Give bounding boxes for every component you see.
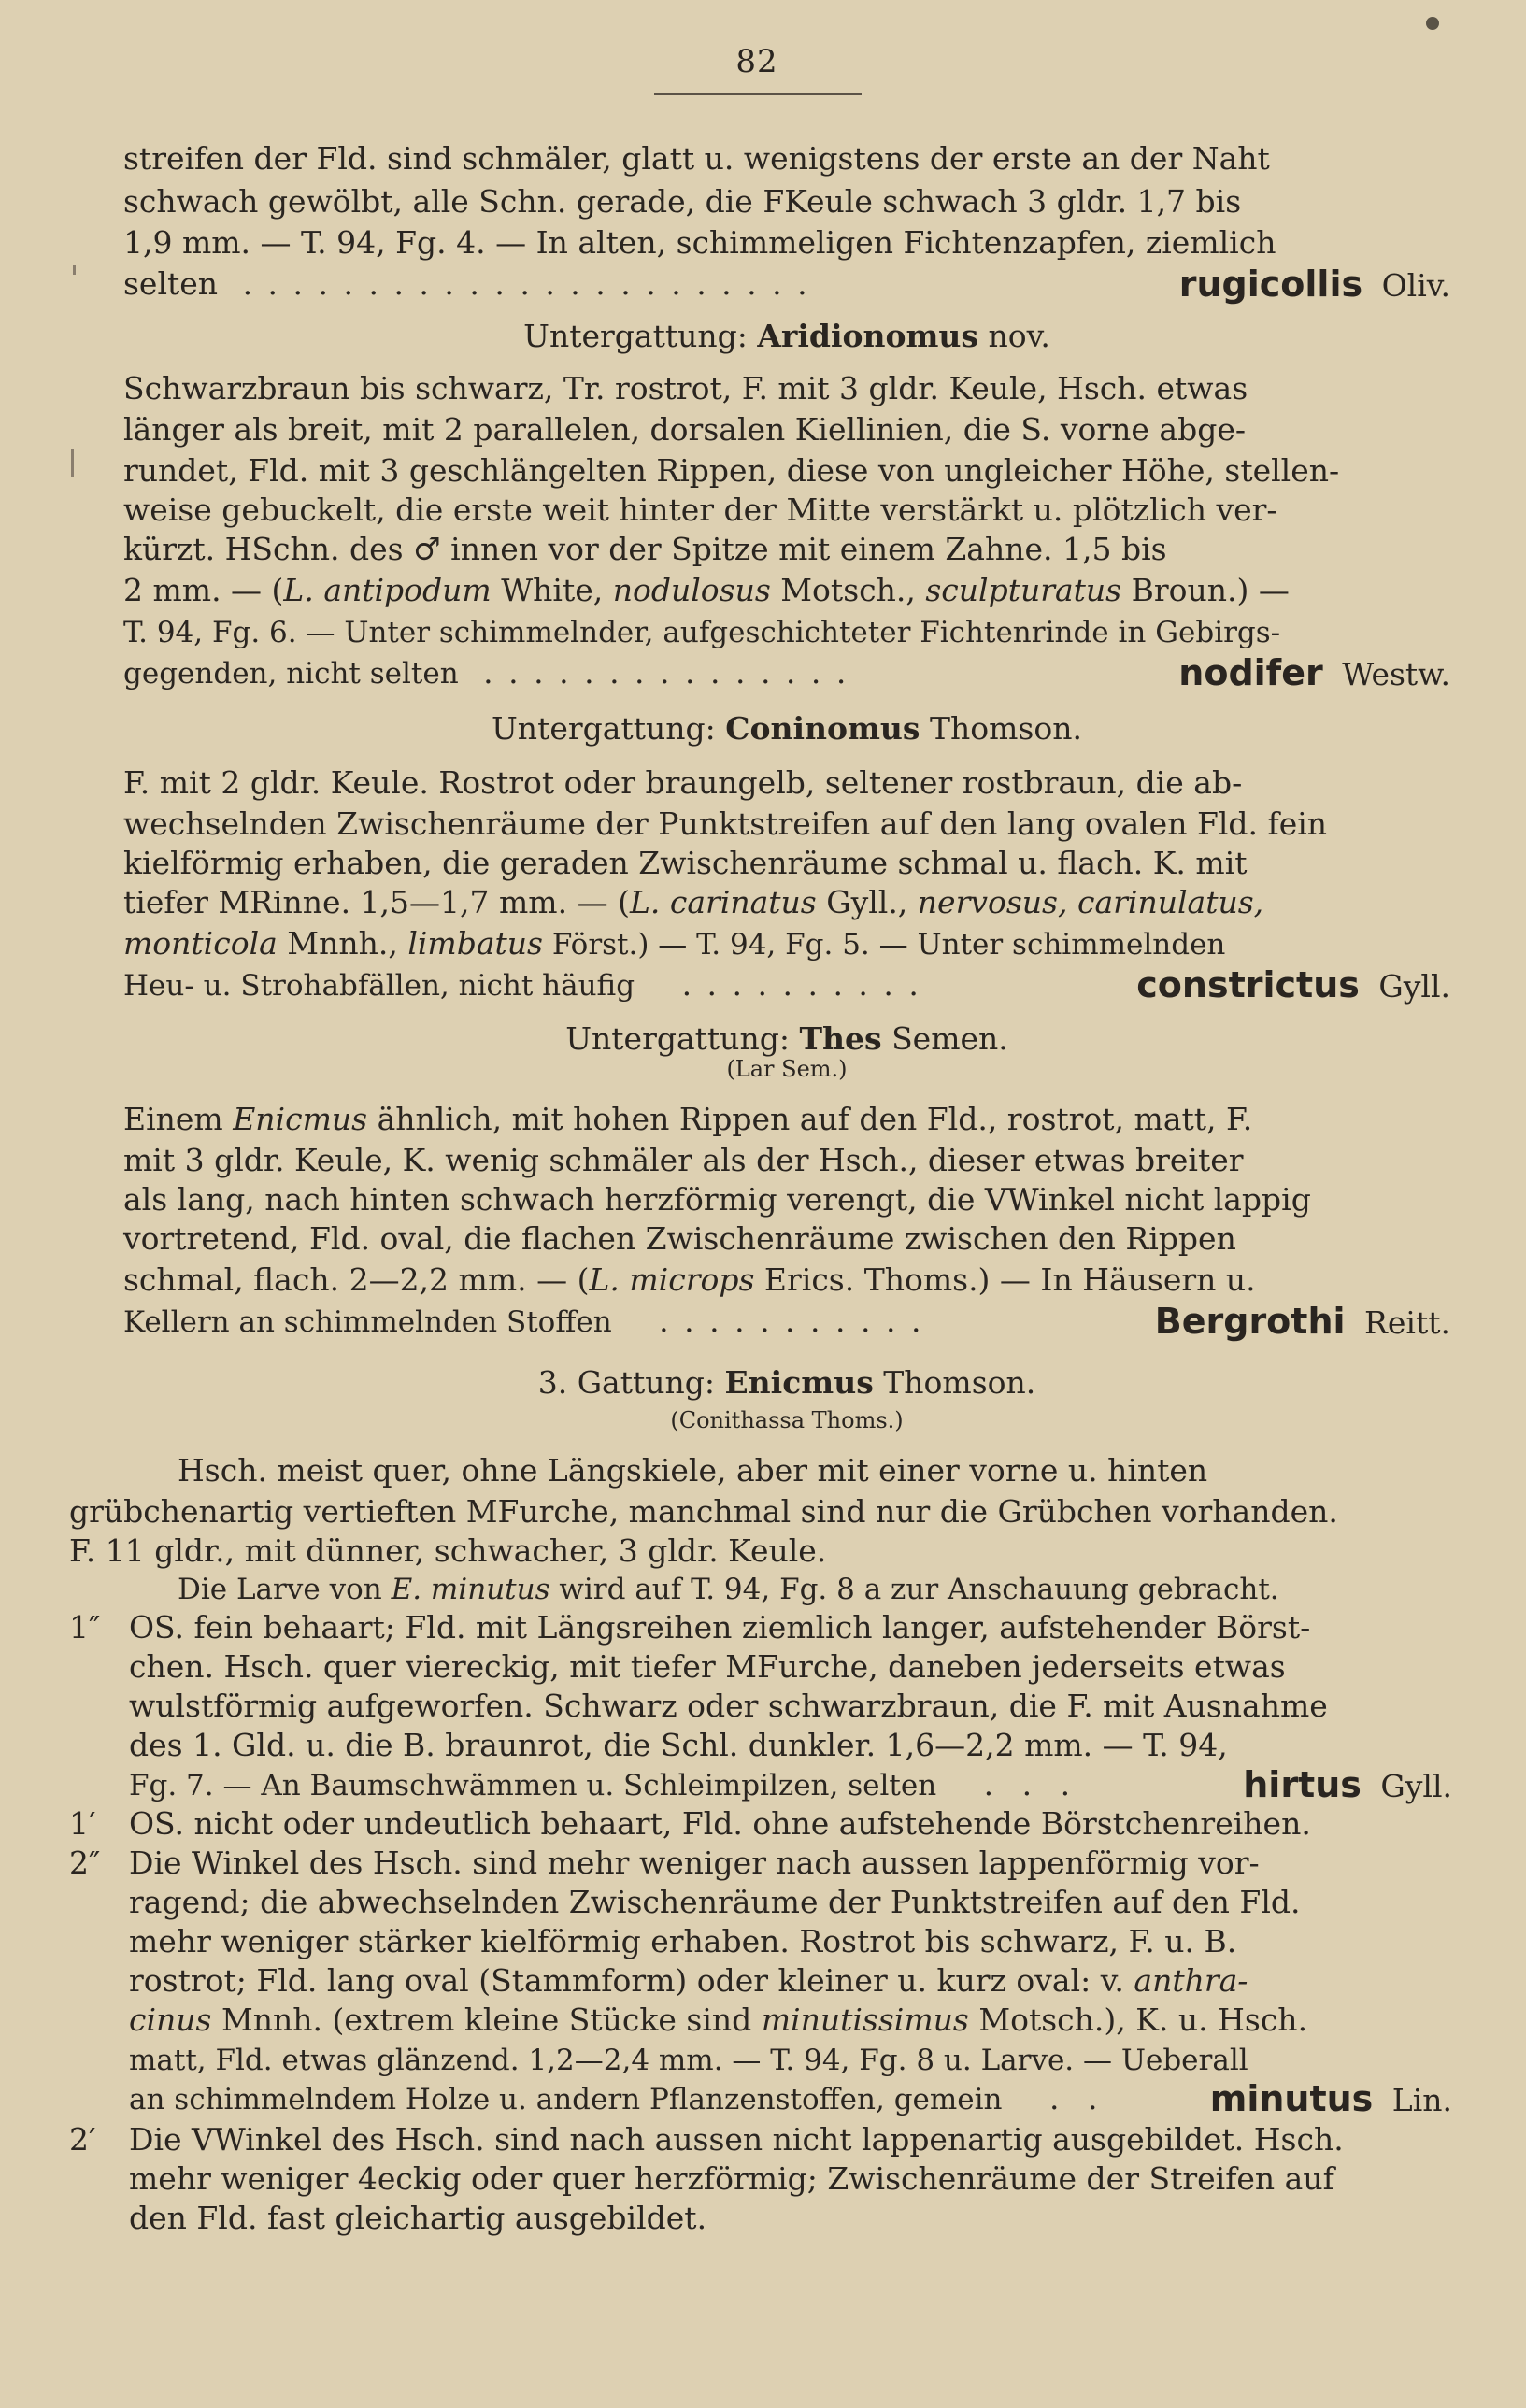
text-line: schwach gewölbt, alle Schn. gerade, die FKeule schwach 3 gldr. 1,7 bis: [123, 183, 1242, 220]
species-name: constrictus: [1136, 964, 1360, 1005]
text-line: Einem Enicmus ähnlich, mit hohen Rippen auf den Fld., rostrot, matt, F.: [123, 1101, 1253, 1137]
genus-heading: 3. Gattung: Enicmus Thomson.: [537, 1364, 1036, 1401]
text-line: ragend; die abwechselnden Zwischenräume der Punktstreifen auf den Fld.: [129, 1884, 1301, 1920]
text-line: weise gebuckelt, die erste weit hinter der Mitte verstärkt u. plötzlich ver-: [123, 492, 1277, 528]
species-name: nodifer: [1178, 652, 1323, 693]
text-line: chen. Hsch. quer viereckig, mit tiefer MFurche, daneben jederseits etwas: [129, 1648, 1286, 1685]
text-line: Hsch. meist quer, ohne Längskiele, aber mit einer vorne u. hinten: [178, 1452, 1208, 1489]
species-line-nodifer: gegenden, nicht selten . . . . . . . . . . . . . . . nodifer Westw.: [123, 652, 1450, 693]
text-line: wechselnden Zwischenräume der Punktstreifen auf den lang ovalen Fld. fein: [123, 805, 1328, 842]
synonym-note: (Conithassa Thoms.): [670, 1407, 904, 1433]
species-line-constrictus: Heu- u. Strohabfällen, nicht häufig . . . . . . . . . . constrictus Gyll.: [123, 964, 1450, 1005]
subgenus-heading: Untergattung: Aridionomus nov.: [523, 318, 1050, 354]
text-line: 1,9 mm. — T. 94, Fg. 4. — In alten, schimmeligen Fichtenzapfen, ziemlich: [123, 224, 1276, 261]
subgenus-heading: Untergattung: Thes Semen.: [565, 1020, 1008, 1057]
text-line: streifen der Fld. sind schmäler, glatt u. wenigstens der erste an der Naht: [123, 140, 1270, 177]
text-line: Die VWinkel des Hsch. sind nach aussen nicht lappenartig ausgebildet. Hsch.: [129, 2121, 1344, 2158]
text-line: rundet, Fld. mit 3 geschlängelten Rippen, diese von ungleicher Höhe, stellen-: [123, 452, 1340, 489]
species-name: minutus: [1209, 2078, 1374, 2119]
margin-tick: [71, 449, 74, 477]
text-line: T. 94, Fg. 6. — Unter schimmelnder, aufgeschichteter Fichtenrinde in Gebirgs-: [123, 616, 1281, 649]
text-line: mit 3 gldr. Keule, K. wenig schmäler als der Hsch., dieser etwas breiter: [123, 1142, 1244, 1178]
text-line: schmal, flach. 2—2,2 mm. — (L. microps Erics. Thoms.) — In Häusern u.: [123, 1261, 1256, 1298]
text-line: den Fld. fast gleichartig ausgebildet.: [129, 2200, 707, 2236]
key-number: 1″: [69, 1609, 101, 1646]
text-line: mehr weniger stärker kielförmig erhaben. Rostrot bis schwarz, F. u. B.: [129, 1923, 1237, 1959]
text-line: OS. fein behaart; Fld. mit Längsreihen ziemlich langer, aufstehender Börst-: [129, 1609, 1311, 1646]
species-line-rugicollis: selten . . . . . . . . . . . . . . . . . . . . . . . rugicollis Oliv.: [123, 264, 1450, 305]
species-name: Bergrothi: [1154, 1301, 1346, 1342]
text-line: vortretend, Fld. oval, die flachen Zwischenräume zwischen den Rippen: [123, 1220, 1236, 1257]
text-line: kielförmig erhaben, die geraden Zwischenräume schmal u. flach. K. mit: [123, 845, 1248, 881]
text-line: tiefer MRinne. 1,5—1,7 mm. — (L. carinatus Gyll., nervosus, carinulatus,: [123, 884, 1264, 920]
text-line: monticola Mnnh., limbatus Först.) — T. 94, Fg. 5. — Unter schimmelnden: [123, 925, 1226, 962]
page-number: 82: [735, 43, 778, 80]
text-line: cinus Mnnh. (extrem kleine Stücke sind minutissimus Motsch.), K. u. Hsch.: [129, 2002, 1308, 2038]
text-line: rostrot; Fld. lang oval (Stammform) oder kleiner u. kurz oval: v. anthra-: [129, 1962, 1248, 1999]
text-line: als lang, nach hinten schwach herzförmig verengt, die VWinkel nicht lappig: [123, 1181, 1311, 1218]
ink-spot: [1426, 17, 1439, 30]
species-line-minutus: an schimmelndem Holze u. andern Pflanzenstoffen, gemein . . minutus Lin.: [129, 2078, 1452, 2119]
species-name: rugicollis: [1178, 264, 1363, 305]
text-line: F. mit 2 gldr. Keule. Rostrot oder braungelb, seltener rostbraun, die ab-: [123, 764, 1243, 801]
text-line: wulstförmig aufgeworfen. Schwarz oder schwarzbraun, die F. mit Ausnahme: [129, 1688, 1328, 1724]
text-line: F. 11 gldr., mit dünner, schwacher, 3 gldr. Keule.: [69, 1532, 827, 1569]
text-line: grübchenartig vertieften MFurche, manchmal sind nur die Grübchen vorhanden.: [69, 1493, 1338, 1530]
subgenus-heading: Untergattung: Coninomus Thomson.: [492, 710, 1082, 747]
text-line: 2 mm. — (L. antipodum White, nodulosus Motsch., sculpturatus Broun.) —: [123, 572, 1290, 608]
text-line: Die Larve von E. minutus wird auf T. 94, Fg. 8 a zur Anschauung gebracht.: [178, 1573, 1279, 1606]
text-line: OS. nicht oder undeutlich behaart, Fld. ohne aufstehende Börstchenreihen.: [129, 1805, 1311, 1842]
text-line: matt, Fld. etwas glänzend. 1,2—2,4 mm. — T. 94, Fg. 8 u. Larve. — Ueberall: [129, 2044, 1248, 2077]
species-line-hirtus: Fg. 7. — An Baumschwämmen u. Schleimpilzen, selten . . . hirtus Gyll.: [129, 1764, 1452, 1805]
text-line: Schwarzbraun bis schwarz, Tr. rostrot, F. mit 3 gldr. Keule, Hsch. etwas: [123, 370, 1248, 406]
species-name: hirtus: [1243, 1764, 1362, 1805]
text-line: kürzt. HSchn. des ♂ innen vor der Spitze mit einem Zahne. 1,5 bis: [123, 531, 1167, 567]
species-line-bergrothi: Kellern an schimmelnden Stoffen . . . . . . . . . . . Bergrothi Reitt.: [123, 1301, 1450, 1342]
key-number: 1′: [69, 1805, 96, 1842]
key-number: 2′: [69, 2121, 96, 2158]
key-number: 2″: [69, 1845, 101, 1881]
synonym-note: (Lar Sem.): [726, 1056, 848, 1082]
text-line: Die Winkel des Hsch. sind mehr weniger nach aussen lappenförmig vor-: [129, 1845, 1260, 1881]
margin-tick: [73, 265, 76, 275]
header-rule: [654, 93, 862, 95]
text-line: des 1. Gld. u. die B. braunrot, die Schl. dunkler. 1,6—2,2 mm. — T. 94,: [129, 1727, 1228, 1763]
text-line: länger als breit, mit 2 parallelen, dorsalen Kiellinien, die S. vorne abge-: [123, 411, 1247, 448]
text-line: mehr weniger 4eckig oder quer herzförmig; Zwischenräume der Streifen auf: [129, 2160, 1334, 2197]
